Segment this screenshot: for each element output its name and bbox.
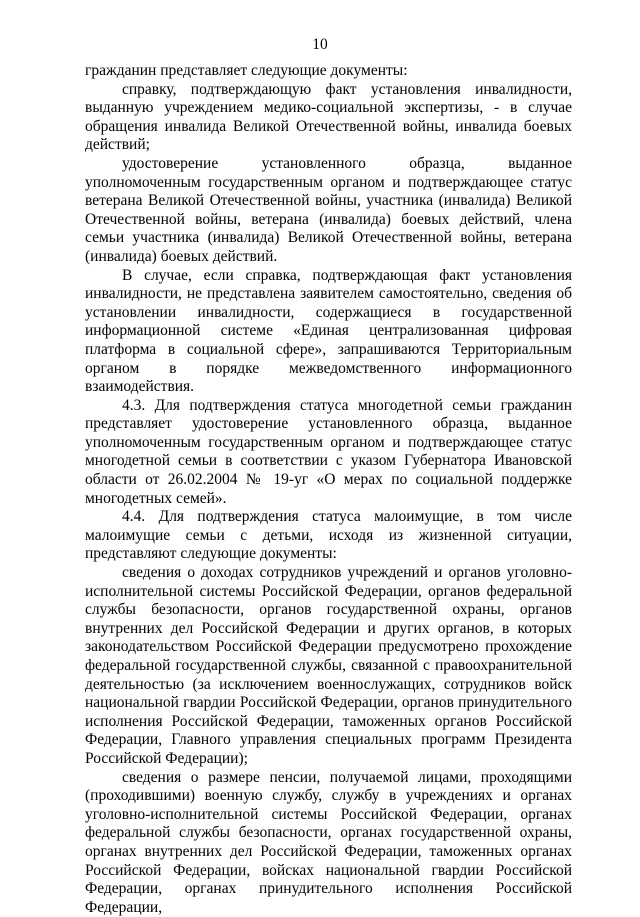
document-body bbox=[85, 62, 572, 917]
paragraph-pension-info: сведения о размере пенсии, получаемой лицами, проходящими (проходившими) военную службу, службу в учреждениях и органах уголовно-исполнительной системы Российской Федерации, органах федеральной службы безопасности, органах государственной охраны, органах внутренних дел Российской Федерации, таможенных органах Российской Федерации, войсках национальной гвардии Российской Федерации, органах принудительного исполнения Российской Федерации, bbox=[85, 768, 572, 916]
paragraph-documents-intro: гражданин представляет следующие документы: bbox=[85, 62, 408, 79]
page-number: 10 bbox=[312, 36, 328, 53]
paragraph-interagency-request: В случае, если справка, подтверждающая факт установления инвалидности, не представлена заявителем самостоятельно, сведения об установлении инвалидности, содержащиеся в государственной информационной системе «Единая централизованная цифровая платформа в социальной сфере», запрашиваются Территориальным органом в порядке межведомственного информационного взаимодействия. bbox=[85, 266, 572, 396]
paragraph-veteran-id: удостоверение установленного образца, выданное уполномоченным государственным органом и подтверждающее статус ветерана Великой Отечественной войны, участника (инвалида) Великой Отечественной войны, ветерана (инвалида) боевых действий, члена семьи участника (инвалида) Великой Отечественной войны, ветерана (инвалида) боевых действий. bbox=[85, 154, 572, 265]
paragraph-section-4-3: 4.3. Для подтверждения статуса многодетной семьи гражданин представляет удостоверение установленного образца, выданное уполномоченным государственным органом и подтверждающее статус многодетной семьи в соответствии с указом Губернатора Ивановской области от 26.02.2004 № 19-уг «О мерах по социальной поддержке многодетных семей». bbox=[85, 396, 572, 507]
paragraph-disability-certificate: справку, подтверждающую факт установления инвалидности, выданную учреждением медико-социальной экспертизы, - в случае обращения инвалида Великой Отечественной войны, инвалида боевых действий; bbox=[85, 80, 572, 154]
paragraph-section-4-4: 4.4. Для подтверждения статуса малоимущие, в том числе малоимущие семьи с детьми, исходя из жизненной ситуации, представляют следующие документы: bbox=[85, 508, 572, 563]
paragraph-income-info: сведения о доходах сотрудников учреждений и органов уголовно-исполнительной системы Российской Федерации, органов федеральной службы безопасности, органов государственной охраны, органов внутренних дел Российской Федерации и других органов, в которых законодательством Российской Федерации предусмотрено прохождение федеральной государственной службы, связанной с правоохранительной деятельностью (за исключением военнослужащих, сотрудников войск национальной гвардии Российской Федерации, органов принудительного исполнения Российской Федерации, таможенных органов Российской Федерации, Главного управления специальных программ Президента Российской Федерации); bbox=[85, 564, 572, 767]
